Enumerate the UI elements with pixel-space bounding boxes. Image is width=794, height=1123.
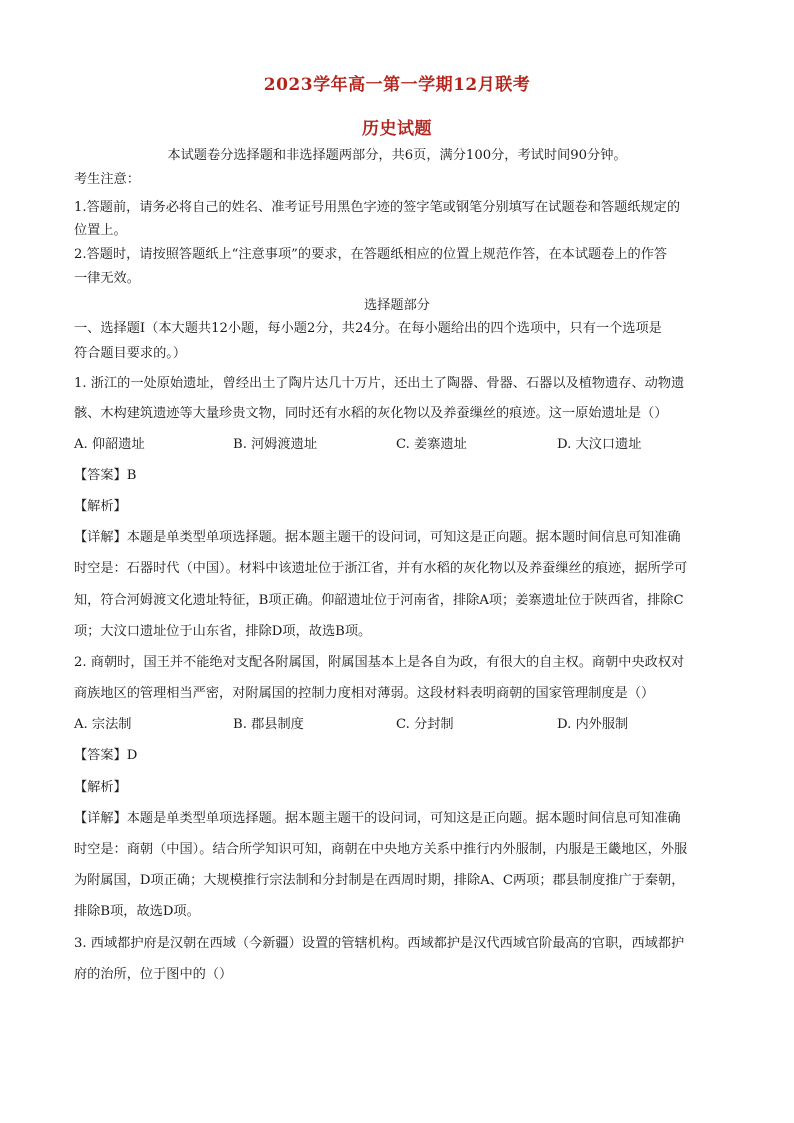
section-heading: 选择题部分 [364,298,430,313]
q1-option-d: D. 大汶口遗址 [557,437,642,452]
intro-line: 本试题卷分选择题和非选择题两部分，共6页，满分100分，考试时间90分钟。 [167,148,627,163]
notice-1b: 位置上。 [74,223,127,238]
section-instruction-b: 符合题目要求的。） [74,346,187,361]
q2-analysis: 【解析】 [74,780,127,795]
q1-analysis: 【解析】 [74,499,127,514]
section-instruction-a: 一、选择题Ⅰ（本大题共12小题，每小题2分，共24分。在每小题给出的四个选项中，只有一个选项是 [74,321,662,336]
q2-answer: 【答案】D [74,748,138,763]
q2-stem-b: 商族地区的管理相当严密，对附属国的控制力度相对薄弱。这段材料表明商朝的国家管理制度是（） [74,686,655,701]
q1-option-b: B. 河姆渡遗址 [233,437,318,452]
notice-2a: 2.答题时，请按照答题纸上“注意事项”的要求，在答题纸相应的位置上规范作答，在本试题卷上的作答 [74,247,668,262]
q1-option-a: A. 仰韶遗址 [74,437,145,452]
q3-stem-b: 府的治所，位于图中的（） [74,967,233,982]
notice-2b: 一律无效。 [74,271,140,286]
exam-title: 2023学年高一第一学期12月联考 [263,75,531,95]
q3-stem-a: 3. 西域都护府是汉朝在西域（今新疆）设置的管辖机构。西域都护是汉代西域官阶最高的官职，西域都护 [74,936,685,951]
q1-detail-b: 时空是：石器时代（中国）。材料中该遗址位于浙江省，并有水稻的灰化物以及养蚕缫丝的痕迹，据所学可 [74,561,688,576]
q2-detail-c: 为附属国，D项正确；大规模推行宗法制和分封制是在西周时期，排除A、C两项；郡县制度推广于秦朝， [74,873,685,888]
q2-detail-b: 时空是：商朝（中国）。结合所学知识可知，商朝在中央地方关系中推行内外服制，内服是王畿地区，外服 [74,842,688,857]
q2-option-d: D. 内外服制 [557,717,629,732]
q1-option-c: C. 姜寨遗址 [396,437,467,452]
q2-option-c: C. 分封制 [396,717,454,732]
exam-subtitle: 历史试题 [362,119,432,139]
q2-stem-a: 2. 商朝时，国王并不能绝对支配各附属国，附属国基本上是各自为政，有很大的自主权。商朝中央政权对 [74,655,685,670]
q1-detail-a: 【详解】本题是单类型单项选择题。据本题主题干的设问词，可知这是正向题。据本题时间信息可知准确 [74,530,681,545]
notice-1a: 1.答题前，请务必将自己的姓名、准考证号用黑色字迹的签字笔或钢笔分别填写在试题卷和答题纸规定的 [74,200,681,215]
q1-answer: 【答案】B [74,468,137,483]
q2-detail-d: 排除B项，故选D项。 [74,904,200,919]
q1-detail-c: 知，符合河姆渡文化遗址特征，B项正确。仰韶遗址位于河南省，排除A项；姜寨遗址位于陕西省，排除C [74,593,684,608]
q1-stem-b: 骸、木构建筑遗迹等大量珍贵文物，同时还有水稻的灰化物以及养蚕缫丝的痕迹。这一原始遗址是（） [74,406,668,421]
q2-option-a: A. 宗法制 [74,717,132,732]
q1-stem-a: 1. 浙江的一处原始遗址，曾经出土了陶片达几十万片，还出土了陶器、骨器、石器以及植物遗存、动物遗 [74,376,685,391]
q1-detail-d: 项；大汶口遗址位于山东省，排除D项，故选B项。 [74,624,372,639]
notice-heading: 考生注意： [74,172,140,187]
q2-option-b: B. 郡县制度 [233,717,304,732]
q2-detail-a: 【详解】本题是单类型单项选择题。据本题主题干的设问词，可知这是正向题。据本题时间信息可知准确 [74,811,681,826]
